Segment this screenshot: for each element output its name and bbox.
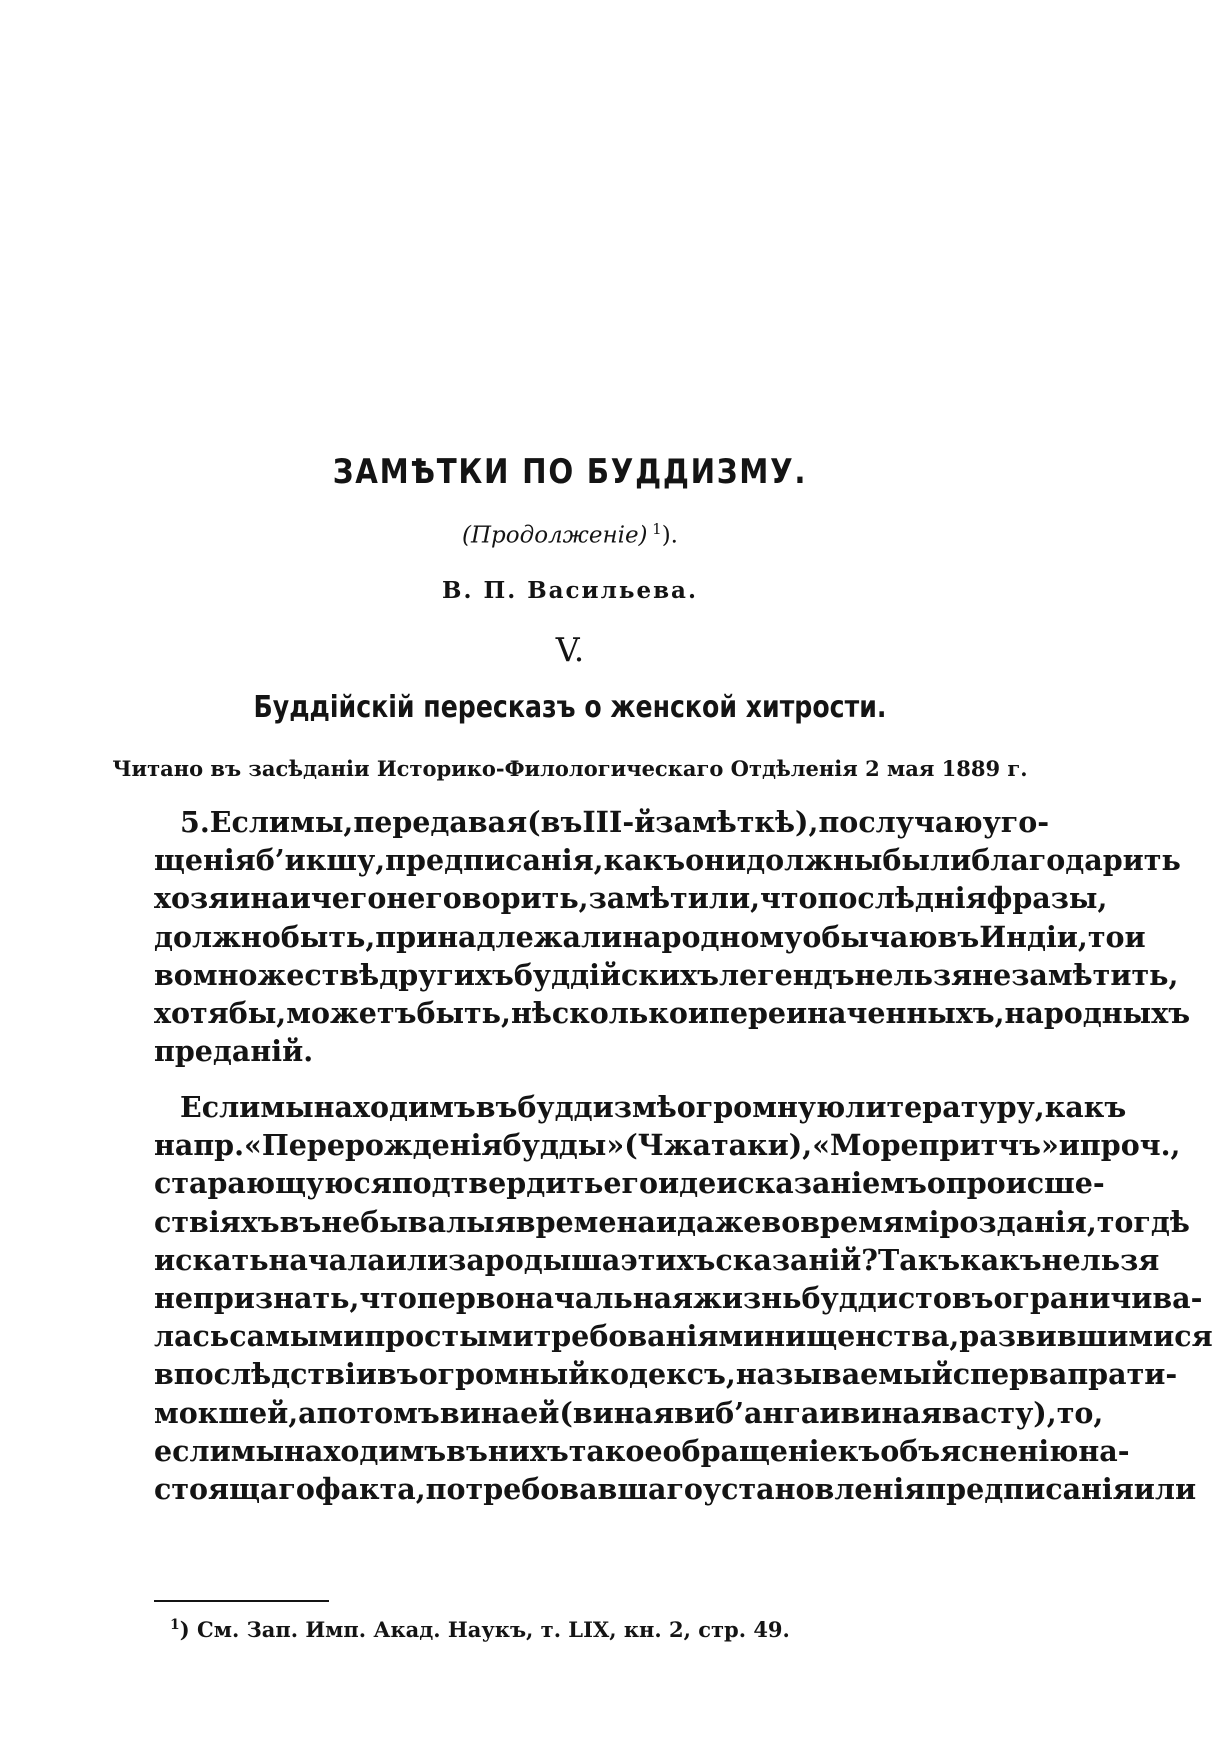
word: идеи bbox=[657, 1166, 738, 1201]
text-line bbox=[154, 956, 1179, 994]
continuation-label: (Продолженіе) bbox=[462, 522, 648, 549]
word: нельзя bbox=[1041, 1242, 1160, 1277]
word: сперва bbox=[952, 1357, 1068, 1392]
word: впослѣдствіи bbox=[154, 1357, 377, 1392]
word: мірозданія, bbox=[903, 1204, 1097, 1239]
word: легендъ bbox=[718, 957, 855, 992]
text-line bbox=[154, 1279, 1203, 1317]
text-line bbox=[154, 1355, 1178, 1393]
footnote-divider bbox=[154, 1600, 329, 1602]
text-line bbox=[154, 879, 1108, 917]
footnote-text: ) См. Зап. Имп. Акад. Наукъ, т. LIX, кн. 2, стр. 49. bbox=[179, 1617, 790, 1642]
word: буддійскихъ bbox=[513, 957, 719, 992]
word: требованіями bbox=[533, 1319, 765, 1354]
word: принадлежали bbox=[375, 919, 623, 954]
word: нищенства, bbox=[764, 1319, 960, 1354]
word: этихъ bbox=[620, 1242, 716, 1277]
text-line bbox=[154, 1032, 958, 1070]
footnote bbox=[170, 1617, 790, 1642]
word: подтвердить bbox=[391, 1166, 604, 1201]
word: и bbox=[655, 1204, 678, 1239]
author-line: В. П. Васильева. bbox=[442, 577, 698, 604]
word: переиначенныхъ, bbox=[708, 995, 1005, 1030]
word: литературу, bbox=[845, 1090, 1045, 1124]
word: стоящаго bbox=[154, 1471, 315, 1506]
text-line bbox=[154, 1126, 1181, 1164]
word: виная bbox=[840, 1395, 942, 1430]
word: даже bbox=[677, 1204, 762, 1239]
word: происше- bbox=[945, 1166, 1105, 1201]
word: такое bbox=[568, 1433, 663, 1468]
word: будды» bbox=[502, 1128, 625, 1163]
word: обращеніе bbox=[662, 1433, 838, 1468]
word: какъ bbox=[603, 843, 686, 878]
word: установленія bbox=[702, 1471, 926, 1506]
word: старающуюся bbox=[154, 1166, 392, 1201]
word: предписанія bbox=[925, 1471, 1134, 1506]
word: III-й bbox=[582, 805, 656, 839]
word: по bbox=[818, 805, 859, 839]
footnote-ref: 1 bbox=[652, 520, 662, 538]
word: то, bbox=[1056, 1395, 1104, 1430]
word: признать, bbox=[193, 1280, 360, 1315]
word: мы bbox=[230, 1433, 285, 1468]
read-note: Читано въ засѣданіи Историко-Филологическаго Отдѣленія 2 мая 1889 г. bbox=[112, 756, 1028, 781]
text-line bbox=[154, 1470, 1197, 1508]
word: Если bbox=[209, 805, 291, 839]
text-line bbox=[154, 1164, 1105, 1202]
word: въ bbox=[937, 919, 980, 954]
word: потомъ bbox=[316, 1395, 440, 1430]
word: какъ bbox=[960, 1242, 1042, 1277]
word: простыми bbox=[364, 1319, 534, 1354]
word: во bbox=[154, 957, 193, 992]
text-line bbox=[154, 841, 1181, 879]
word: 5. bbox=[180, 805, 210, 839]
word: виб’анга bbox=[674, 1395, 820, 1430]
word: множествѣ bbox=[192, 957, 380, 992]
word: замѣтить, bbox=[1011, 957, 1179, 992]
word: буддистовъ bbox=[801, 1280, 994, 1315]
word: ствіяхъ bbox=[154, 1204, 280, 1239]
word: называемый bbox=[735, 1357, 953, 1392]
word: къ bbox=[837, 1433, 881, 1468]
word: мы, bbox=[290, 805, 354, 839]
word: чего bbox=[310, 881, 387, 916]
word: благодарить bbox=[971, 843, 1181, 878]
word: говорить, bbox=[425, 881, 589, 916]
text-line bbox=[154, 994, 1191, 1032]
paragraph-1 bbox=[154, 803, 1191, 1070]
word: зародыша bbox=[448, 1242, 621, 1277]
word: передавая bbox=[353, 805, 528, 839]
word: въ bbox=[446, 1433, 488, 1468]
word: объясненію bbox=[880, 1433, 1079, 1468]
word: нихъ bbox=[487, 1433, 569, 1468]
word: щенія bbox=[154, 843, 256, 878]
word: на- bbox=[1078, 1433, 1130, 1468]
word: другихъ bbox=[379, 957, 514, 992]
word: уго- bbox=[982, 805, 1050, 839]
word: «Море bbox=[812, 1128, 919, 1163]
continuation-tail: ). bbox=[661, 522, 678, 549]
word: о bbox=[926, 1166, 946, 1201]
word: преданій. bbox=[154, 1034, 314, 1069]
word: факта, bbox=[314, 1471, 426, 1506]
word: первоначальная bbox=[416, 1280, 694, 1315]
word: жизнь bbox=[693, 1280, 802, 1315]
word: можетъ bbox=[286, 995, 417, 1030]
word: ограничива- bbox=[993, 1280, 1203, 1315]
word: (виная bbox=[559, 1395, 675, 1430]
word: и bbox=[1058, 1128, 1080, 1163]
word: и bbox=[289, 881, 311, 916]
word: замѣткѣ), bbox=[655, 805, 819, 839]
paragraph-2 bbox=[154, 1088, 1213, 1508]
section-subtitle: Буддійскій пересказъ о женской хитрости. bbox=[253, 690, 887, 725]
word: быть, bbox=[416, 995, 511, 1030]
word: Индіи, bbox=[979, 919, 1088, 954]
word: народному bbox=[622, 919, 803, 954]
text-line bbox=[154, 1317, 1213, 1355]
word: во bbox=[761, 1204, 801, 1239]
word: его bbox=[603, 1166, 658, 1201]
word: послѣднія bbox=[817, 881, 987, 916]
word: Если bbox=[180, 1090, 261, 1124]
footnote-marker: 1 bbox=[170, 1617, 180, 1633]
word: начала bbox=[268, 1242, 386, 1277]
text-line bbox=[154, 1241, 1160, 1279]
article-title: ЗАМѢТКИ ПО БУДДИЗМУ. bbox=[332, 452, 808, 492]
word: то bbox=[1087, 919, 1125, 954]
word: народныхъ bbox=[1004, 995, 1191, 1030]
word: винаей bbox=[439, 1395, 560, 1430]
text-line bbox=[154, 1088, 1127, 1126]
word: огромный bbox=[418, 1357, 590, 1392]
text-line bbox=[154, 1203, 1190, 1241]
word: не bbox=[972, 957, 1012, 992]
word: времена bbox=[515, 1204, 656, 1239]
text-line bbox=[154, 1432, 1130, 1470]
word: б’икшу, bbox=[255, 843, 386, 878]
word: что bbox=[359, 1280, 417, 1315]
word: хотя bbox=[154, 995, 229, 1030]
word: въ bbox=[279, 1204, 322, 1239]
word: время bbox=[800, 1204, 904, 1239]
word: или bbox=[1133, 1471, 1197, 1506]
text-line bbox=[154, 803, 1050, 841]
word: самыми bbox=[229, 1319, 365, 1354]
word: должно bbox=[154, 919, 281, 954]
word: въ bbox=[376, 1357, 419, 1392]
word: они bbox=[685, 843, 747, 878]
word: и bbox=[687, 995, 709, 1030]
word: напр. bbox=[154, 1128, 245, 1163]
word: быть, bbox=[280, 919, 376, 954]
word: потребовавшаго bbox=[425, 1471, 703, 1506]
word: мокшей, bbox=[154, 1395, 299, 1430]
word: васту), bbox=[941, 1395, 1057, 1430]
word: буддизмѣ bbox=[517, 1090, 677, 1124]
word: кодексъ, bbox=[589, 1357, 736, 1392]
word: были bbox=[882, 843, 972, 878]
word: находимъ bbox=[313, 1090, 476, 1124]
word: если bbox=[154, 1433, 231, 1468]
word: или bbox=[385, 1242, 449, 1277]
word: и bbox=[1124, 919, 1146, 954]
word: огромную bbox=[676, 1090, 846, 1124]
word: а bbox=[298, 1395, 317, 1430]
word: не bbox=[154, 1280, 193, 1315]
word: прати- bbox=[1067, 1357, 1178, 1392]
word: сказаніемъ bbox=[737, 1166, 927, 1201]
word: нѣсколько bbox=[510, 995, 688, 1030]
word: какъ bbox=[1044, 1090, 1127, 1124]
word: небывалыя bbox=[321, 1204, 516, 1239]
word: должны bbox=[746, 843, 883, 878]
word: то bbox=[1096, 1204, 1134, 1239]
word: нельзя bbox=[854, 957, 973, 992]
word: обычаю bbox=[802, 919, 938, 954]
word: искать bbox=[154, 1242, 269, 1277]
continuation-note bbox=[0, 520, 1140, 549]
word: и bbox=[819, 1395, 841, 1430]
word: что bbox=[760, 881, 818, 916]
word: Такъ bbox=[878, 1242, 961, 1277]
word: бы, bbox=[228, 995, 287, 1030]
text-line bbox=[154, 1394, 1104, 1432]
section-number: V. bbox=[555, 630, 585, 669]
word: хозяина bbox=[154, 881, 290, 916]
word: развившимися bbox=[959, 1319, 1213, 1354]
word: гдѣ bbox=[1133, 1204, 1190, 1239]
word: мы bbox=[260, 1090, 314, 1124]
word: фразы, bbox=[986, 881, 1108, 916]
word: въ bbox=[475, 1090, 518, 1124]
word: (Чжатаки), bbox=[624, 1128, 813, 1163]
word: «Перерожденія bbox=[244, 1128, 503, 1163]
word: предписанія, bbox=[385, 843, 604, 878]
text-line bbox=[154, 918, 1146, 956]
word: сказаній? bbox=[715, 1242, 879, 1277]
word: (въ bbox=[527, 805, 583, 839]
word: случаю bbox=[858, 805, 983, 839]
word: не bbox=[386, 881, 426, 916]
word: лась bbox=[154, 1319, 230, 1354]
word: находимъ bbox=[284, 1433, 447, 1468]
word: проч., bbox=[1079, 1128, 1181, 1163]
word: притчъ» bbox=[918, 1128, 1059, 1163]
word: замѣтили, bbox=[588, 881, 761, 916]
